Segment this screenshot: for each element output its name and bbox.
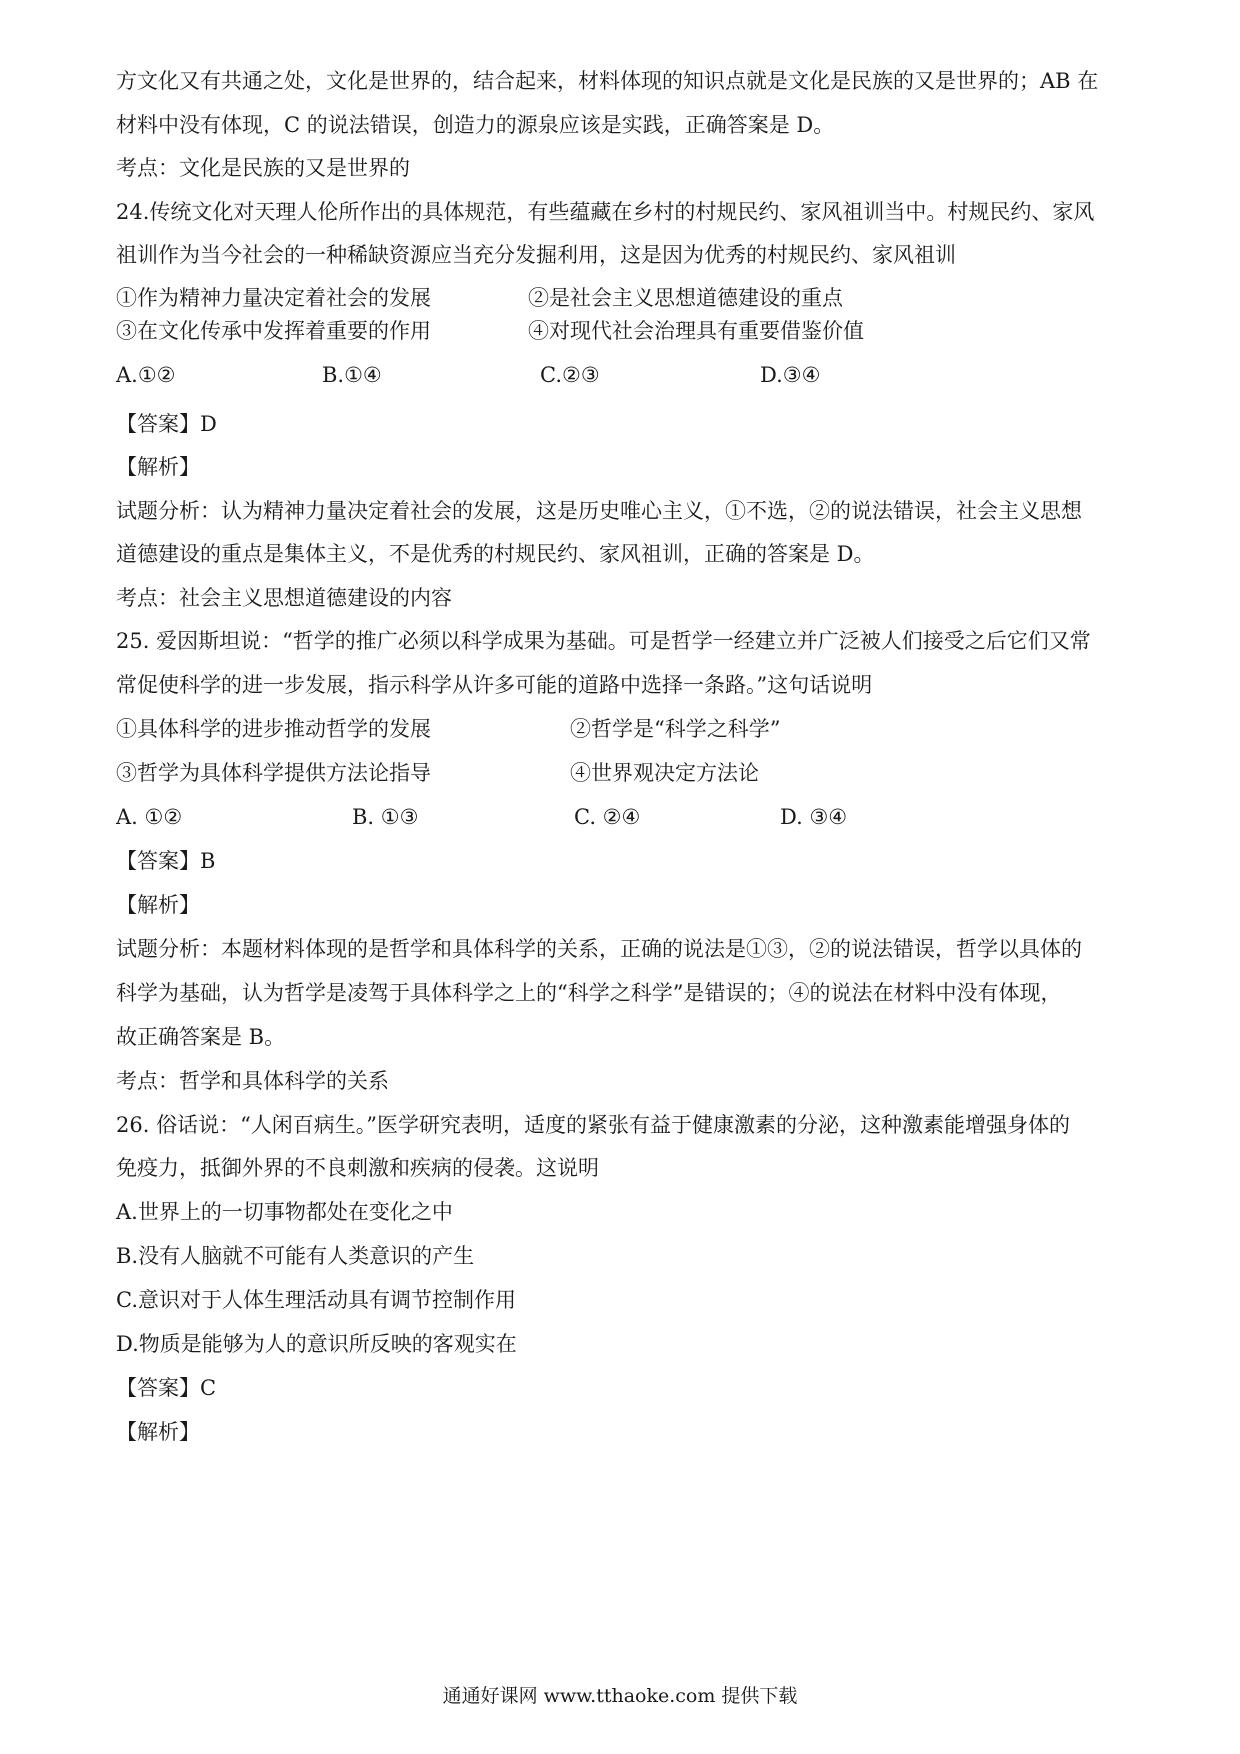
choice-a: A.世界上的一切事物都处在变化之中 (116, 1200, 453, 1224)
analysis-heading: 【解析】 (116, 455, 200, 479)
text-line: 方文化又有共通之处，文化是世界的，结合起来，材料体现的知识点就是文化是民族的又是世界的；AB 在 (116, 69, 1099, 93)
answer-line: 【答案】C (116, 1376, 217, 1400)
choice-b: B.①④ (322, 363, 382, 387)
choice-d: D.③④ (760, 363, 821, 387)
statement-item: ③哲学为具体科学提供方法论指导 (116, 761, 431, 785)
analysis-heading: 【解析】 (116, 1420, 200, 1444)
statement-item: ④世界观决定方法论 (570, 761, 759, 785)
choice-d: D.物质是能够为人的意识所反映的客观实在 (116, 1332, 517, 1356)
analysis-text: 试题分析：认为精神力量决定着社会的发展，这是历史唯心主义，①不选，②的说法错误，社会主义思想 (116, 499, 1082, 523)
text-line: 材料中没有体现，C 的说法错误，创造力的源泉应该是实践，正确答案是 D。 (116, 113, 835, 137)
question-stem: 26. 俗话说：“人闲百病生。”医学研究表明，适度的紧张有益于健康激素的分泌，这种激素能增强身体的 (116, 1113, 1071, 1137)
question-stem: 25. 爱因斯坦说：“哲学的推广必须以科学成果为基础。可是哲学一经建立并广泛被人们接受之后它们又常 (116, 629, 1091, 653)
analysis-heading: 【解析】 (116, 893, 200, 917)
analysis-text: 故正确答案是 B。 (116, 1025, 286, 1049)
choice-d: D. ③④ (780, 805, 848, 829)
choice-b: B.没有人脑就不可能有人类意识的产生 (116, 1244, 475, 1268)
answer-line: 【答案】B (116, 849, 216, 873)
statement-item: ④对现代社会治理具有重要借鉴价值 (528, 319, 864, 343)
statement-item: ③在文化传承中发挥着重要的作用 (116, 319, 431, 343)
statement-item: ②是社会主义思想道德建设的重点 (528, 286, 843, 310)
question-stem: 24.传统文化对天理人伦所作出的具体规范，有些蕴藏在乡村的村规民约、家风祖训当中。村规民约、家风 (116, 200, 1095, 224)
statement-item: ①具体科学的进步推动哲学的发展 (116, 717, 431, 741)
choice-c: C. ②④ (574, 805, 641, 829)
analysis-text: 科学为基础，认为哲学是凌驾于具体科学之上的“科学之科学”是错误的；④的说法在材料中没有体现， (116, 981, 1062, 1005)
question-stem: 免疫力，抵御外界的不良刺激和疾病的侵袭。这说明 (116, 1156, 599, 1180)
question-stem: 祖训作为当今社会的一种稀缺资源应当充分发掘利用，这是因为优秀的村规民约、家风祖训 (116, 243, 956, 267)
key-point-line: 考点：文化是民族的又是世界的 (116, 156, 410, 180)
analysis-text: 试题分析：本题材料体现的是哲学和具体科学的关系，正确的说法是①③，②的说法错误，哲学以具体的 (116, 937, 1082, 961)
page-footer: 通通好课网 www.tthaoke.com 提供下载 (442, 1685, 798, 1707)
choice-b: B. ①③ (352, 805, 419, 829)
choice-a: A. ①② (116, 805, 183, 829)
question-stem: 常促使科学的进一步发展，指示科学从许多可能的道路中选择一条路。”这句话说明 (116, 673, 873, 697)
analysis-text: 道德建设的重点是集体主义，不是优秀的村规民约、家风祖训，正确的答案是 D。 (116, 542, 875, 566)
choice-c: C.②③ (540, 363, 600, 387)
statement-item: ①作为精神力量决定着社会的发展 (116, 286, 431, 310)
choice-a: A.①② (116, 363, 176, 387)
key-point-line: 考点：社会主义思想道德建设的内容 (116, 586, 452, 610)
statement-item: ②哲学是“科学之科学” (570, 717, 781, 741)
answer-line: 【答案】D (116, 412, 217, 436)
choice-c: C.意识对于人体生理活动具有调节控制作用 (116, 1288, 516, 1312)
key-point-line: 考点：哲学和具体科学的关系 (116, 1069, 389, 1093)
